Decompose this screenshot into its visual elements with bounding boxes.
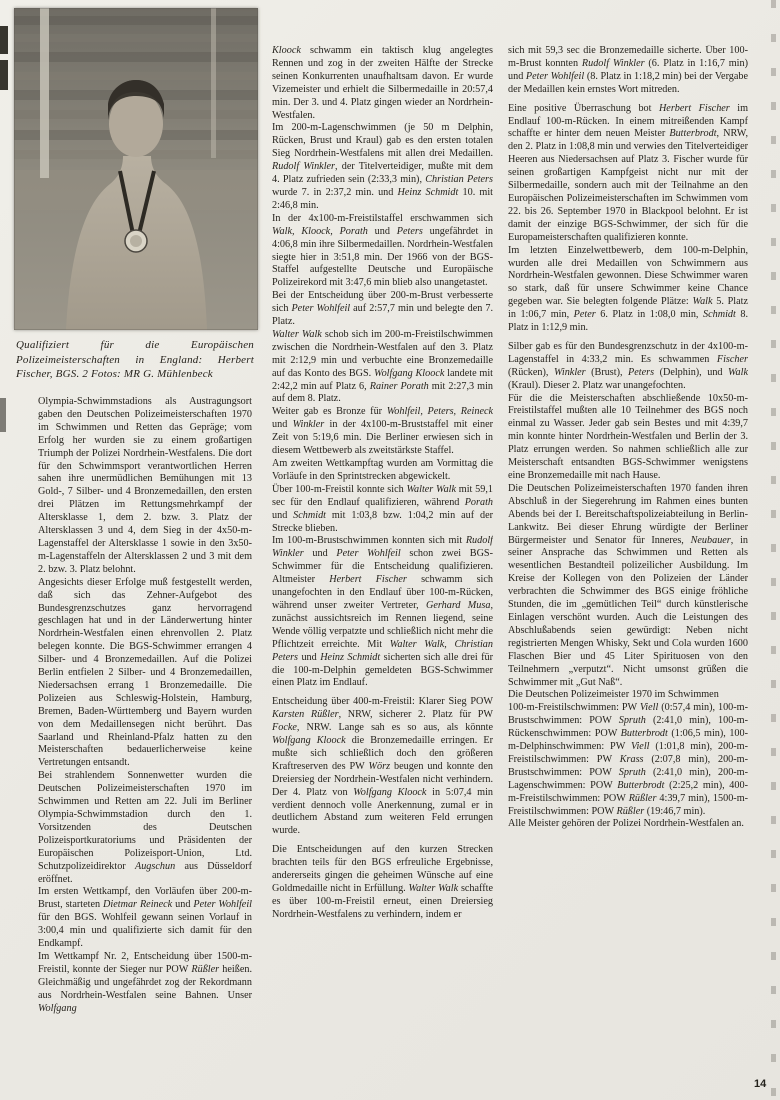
paragraph: Bei der Entscheidung über 200-m-Brust verbesserte sich Peter Wohlfeil auf 2:57,7 min und belegte den 7. Platz.: [272, 290, 493, 328]
paragraph: Olympia-Schwimmstadions als Austragungsort gaben den Deutschen Polizeimeisterschaften 1970 im Schwimmen und Retten das Gepräge; vom Erfolg her wurden sie zu einem großartigen Triumph der Polizei Nordrhein-Westfalens. Die dort für den Schwimmsport verantwortlichen Herren sahen ihre unermüdlichen Bemühungen mit 13 Gold-, 7 Silber- und 4 Bronzemedaillen, den ersten drei Plätzen im Rettungsmehrkampf der Altersklasse 1, dem 2. bzw. 3. Platz der Altersklassen 3 und 4, dem Sieg in der 4x50-m-Lagenstaffel der Altersklasse 1 sowie in den 3x50-m-Lagenstaffeln der Altersklassen 2 und 3 mit dem 2. bzw. 3. Platz belohnt.: [38, 396, 252, 575]
paragraph: In der 4x100-m-Freistilstaffel erschwammen sich Walk, Kloock, Porath und Peters ungefährdet in 4:06,8 min ihre Silbermedaillen. Nordrhein-Westfalen siegte hier in 3:51,8 min. Der 1966 von der BGS-Staffel aufgestellte Deutsche und Europäische Polizeirekord mit 3:47,6 min blieb also unangetastet.: [272, 212, 493, 289]
paragraph: Im 100-m-Brustschwimmen konnten sich mit Rudolf Winkler und Peter Wohlfeil schon zwei BGS-Schwimmer für die Entscheidung qualifizieren. Altmeister Herbert Fischer schwamm sich unangefochten in den Endlauf über 100-m-Rücken, während unser zweiter Vertreter, Gerhard Musa, zunächst aussichtsreich im Rennen liegend, seine Wende völlig verpatzte und schließlich nicht mehr die Pflichtzeit erreichte. Mit Walter Walk, Christian Peters und Heinz Schmidt sicherten sich alle drei für die 100-m-Delphin gemeldeten BGS-Schwimmer einen Platz im Endlauf.: [272, 535, 493, 689]
paragraph: Angesichts dieser Erfolge muß festgestellt werden, daß sich das Zehner-Aufgebot des Bundesgrenzschutzes ganz hervorragend geschlagen hat und in der Länderwertung hinter Nordrhein-Westfalen einen ehrenvollen 2. Platz belegen konnte. Die BGS-Schwimmer errangen 4 Silber- und 4 Bronzemedaillen. Auf die Polizei Berlin entfielen 2 Silber- und 4 Bronzemedaillen, Niedersachsen errang 1 Bronzemedaille. Die Polizeien aus Schleswig-Holstein, Hamburg, Bremen, Baden-Württemberg und Bayern wurden von dem Medaillensegen nicht berührt. Das Saarland und Rheinland-Pfalz hatten zu den Meisterschaften bedauerlicherweise keine Vertretungen entsandt.: [38, 576, 252, 769]
paragraph: Weiter gab es Bronze für Wohlfeil, Peters, Reineck und Winkler in der 4x100-m-Bruststaffel mit einer Zeit von 5:19,6 min. Die Berliner erwiesen sich in diesem Wettbewerb als zweitstärkste Staffel.: [272, 406, 493, 457]
photo-caption: Qualifiziert für die Europäischen Polizeimeisterschaften in England: Herbert Fischer, BGS. 2 Fotos: MR G. Mühlenbeck: [16, 339, 254, 380]
paragraph: Im letzten Einzelwettbewerb, dem 100-m-Delphin, wurden alle drei Medaillen von Schwimmern aus Nordrhein-Westfalen gewonnen. Diese Schwimmer waren so stark, daß für unsere Schwimmer keine Chance gegeben war. Sie belegten folgende Plätze: Walk 5. Platz in 1:06,7 min, Peter 6. Platz in 1:08,0 min, Schmidt 8. Platz in 1:12,9 min.: [508, 244, 748, 334]
paragraph: 100-m-Freistilschwimmen: PW Viell (0:57,4 min), 100-m-Brustschwimmen: POW Spruth (2:41,0 min), 100-m-Rückenschwimmen: POW Butterbrodt (1:06,5 min), 100-m-Delphinschwimmen: PW Viell (1:01,8 min), 200-m-Freistilschwimmen: PW Krass (2:07,8 min), 200-m-Brustschwimmen: POW Spruth (2:41,0 min), 200-m-Lagenschwimmen: POW Butterbrodt (2:25,2 min), 400-m-Freistilschwimmen: POW Rüßler 4:39,7 min), 1500-m-Freistilschwimmen: POW Rüßler (19:46,7 min).: [508, 702, 748, 817]
paragraph: Die Deutschen Polizeimeister 1970 im Schwimmen: [508, 689, 719, 701]
paragraph: Silber gab es für den Bundesgrenzschutz in der 4x100-m-Lagenstaffel in 4:33,2 min. Es schwammen Fischer (Rücken), Winkler (Brust), Peters (Delphin), und Walk (Kraul). Dieser 2. Platz war unangefochten.: [508, 340, 748, 391]
page-number: 14: [754, 1078, 767, 1090]
paragraph: Walter Walk schob sich im 200-m-Freistilschwimmen zwischen die Nordrhein-Westfalen auf den 3. Platz mit 2:12,9 min und verbuchte eine Bronzemedaille auf das Konto des BGS. Wolfgang Kloock landete mit 2:42,2 min auf Platz 6, Rainer Porath mit 2:27,3 min auf dem 8. Platz.: [272, 328, 493, 405]
paragraph: Am zweiten Wettkampftag wurden am Vormittag die Vorläufe in den Sprintstrecken abgewickelt.: [272, 458, 493, 482]
paragraph: Im Wettkampf Nr. 2, Entscheidung über 1500-m-Freistil, konnte der Sieger nur POW Rüßler heißen. Gleichmäßig und ungefährdet zog der Rekordmann aus Nordrhein-Westfalen seine Bahnen. Unser Wolfgang: [38, 950, 252, 1014]
paragraph: Alle Meister gehören der Polizei Nordrhein-Westfalen an.: [508, 818, 744, 830]
paragraph: Eine positive Überraschung bot Herbert Fischer im Endlauf 100-m-Rücken. In einem mitreißenden Kampf schaffte er hinter dem neuen Meister Butterbrodt, NRW, den 2. Platz in 1:08,8 min und verwies den Titelverteidiger Heeren aus Niedersachsen auf Platz 3. Fischer wurde für seinen großartigen Kampfgeist nicht nur mit der Silbermedaille, sondern auch mit der Teilnahme an den Europäischen Polizeimeisterschaften im Schwimmen vom 22. bis 26. September 1970 in Blackpool belohnt. Er ist damit der einzige BGS-Schwimmer, der sich für die Europameisterschaften qualifizieren konnte.: [508, 102, 748, 243]
paragraph: Entscheidung über 400-m-Freistil: Klarer Sieg POW Karsten Rüßler, NRW, sicherer 2. Platz für PW Focke, NRW. Lange sah es so aus, als könnte Wolfgang Kloock die Bronzemedaille erringen. Er mußte sich schließlich doch den größeren Kraftreserven des PW Wörz beugen und konnte den Dreiersieg der Nordrhein-Westfalen nicht verhindern. Der 4. Platz von Wolfgang Kloock in 5:07,4 min verdient dennoch volle Anerkennung, zumal er in deutlichem Abstand zum weiteren Feld errungen wurde.: [272, 696, 493, 837]
paragraph: Die Deutschen Polizeimeisterschaften 1970 fanden ihren Abschluß in der Siegerehrung im Rahmen eines bunten Abends bei der I. Bereitschaftspolizeiabteilung in Berlin-Lankwitz. Bei dieser Ehrung würdigte der Berliner Bürgermeister und Senator für Inneres, Neubauer, in seiner Ansprache das Schwimmen und Retten als wesentlichen Bestandteil polizeilicher Ausbildung. Im Kreise der Kollegen von den Polizeien der Länder verbrachten die Schwimmer des BGS einige fröhliche Stunden, die im „gemütlichen Teil“ durch künstlerische Einlagen verschönt wurden. Auch die Leistungen des Abschlußabends seien gewürdigt: Neben nicht registrierten Mengen Whisky, Sekt und Cola wurden 1600 Flaschen Bier und 45 Liter Spirituosen von den Teilnehmern „verputzt“. Nicht umsonst grüßen die Schwimmer mit „Gut Naß“.: [508, 482, 748, 688]
paragraph: sich mit 59,3 sec die Bronzemedaille sicherte. Über 100-m-Brust konnten Rudolf Winkler (6. Platz in 1:16,7 min) und Peter Wohlfeil (8. Platz in 1:18,2 min) bei der Vergabe der Medaillen kein ernstes Wort mitreden.: [508, 45, 748, 95]
scan-edge-mark: [0, 398, 6, 432]
paragraph: Kloock schwamm ein taktisch klug angelegtes Rennen und zog in der zweiten Hälfte der Strecke seinen Konkurrenten unaufhaltsam davon. Er wurde Vizemeister und erhielt die Silbermedaille in 20:57,4 min. Der 3. und 4. Platz gingen wieder an Nordrhein-Westfalen.: [272, 45, 493, 121]
light-pole: [40, 8, 49, 178]
paragraph: Bei strahlendem Sonnenwetter wurden die Deutschen Polizeimeisterschaften 1970 im Schwimmen und Retten am 22. Juli im Berliner Olympia-Schwimmstadion durch den 1. Vorsitzenden des Deutschen Polizeisportkuratoriums und Präsidenten der Europäischen Polizeisport-Union, Ltd. Schutzpolizeidirektor Augschun aus Düsseldorf eröffnet.: [38, 770, 252, 885]
paragraph: Im ersten Wettkampf, den Vorläufen über 200-m-Brust, starteten Dietmar Reineck und Peter Wohlfeil für den BGS. Wohlfeil gewann seinen Vorlauf in 3:00,4 min und qualifizierte sich damit für den Endkampf.: [38, 886, 252, 950]
paragraph: Die Entscheidungen auf den kurzen Strecken brachten teils für den BGS erfreuliche Ergebnisse, andererseits gingen die geheimen Wünsche auf eine Goldmedaille nicht in Erfüllung. Walter Walk schaffte es über 100-m-Freistil erneut, einen Dreiersieg Nordrhein-Westfalens zu verhindern, indem er: [272, 844, 493, 920]
right-edge-perforation-marks: [771, 0, 776, 1100]
light-pole: [211, 8, 216, 158]
text-column-right: [508, 45, 748, 1095]
portrait-photo-graphic: [14, 8, 258, 330]
text-column-middle: [272, 45, 493, 1095]
scan-edge-mark: [0, 60, 8, 90]
scan-edge-mark: [0, 26, 8, 54]
paragraph: Für die die Meisterschaften abschließende 10x50-m-Freistilstaffel mußten alle 10 Teilnehmer des BGS noch einmal zu Wasser. Jeder gab sein Bestes und mit 4:39,7 min konnte hinter Nordrhein-Westfalen und Berlin der 3. Platz errungen werden. So nahmen schließlich alle zur Meisterschaft entsandten BGS-Schwimmer wenigstens eine Bronzemedaille mit nach Hause.: [508, 392, 748, 481]
text-column-left: [38, 396, 252, 1094]
paragraph: Im 200-m-Lagenschwimmen (je 50 m Delphin, Rücken, Brust und Kraul) gab es den ersten totalen Sieg Nordrhein-Westfalens mit allen drei Medaillen. Rudolf Winkler, der Titelverteidiger, mußte mit dem 4. Platz zufrieden sein (2:33,3 min), Christian Peters wurde 7. in 2:37,2 min. und Heinz Schmidt 10. mit 2:46,8 min.: [272, 122, 493, 211]
portrait-photo: [14, 8, 258, 330]
paragraph: Über 100-m-Freistil konnte sich Walter Walk mit 59,1 sec für den Endlauf qualifizieren, während Porath und Schmidt mit 1:03,8 bzw. 1:04,2 min auf der Strecke blieben.: [272, 483, 493, 534]
